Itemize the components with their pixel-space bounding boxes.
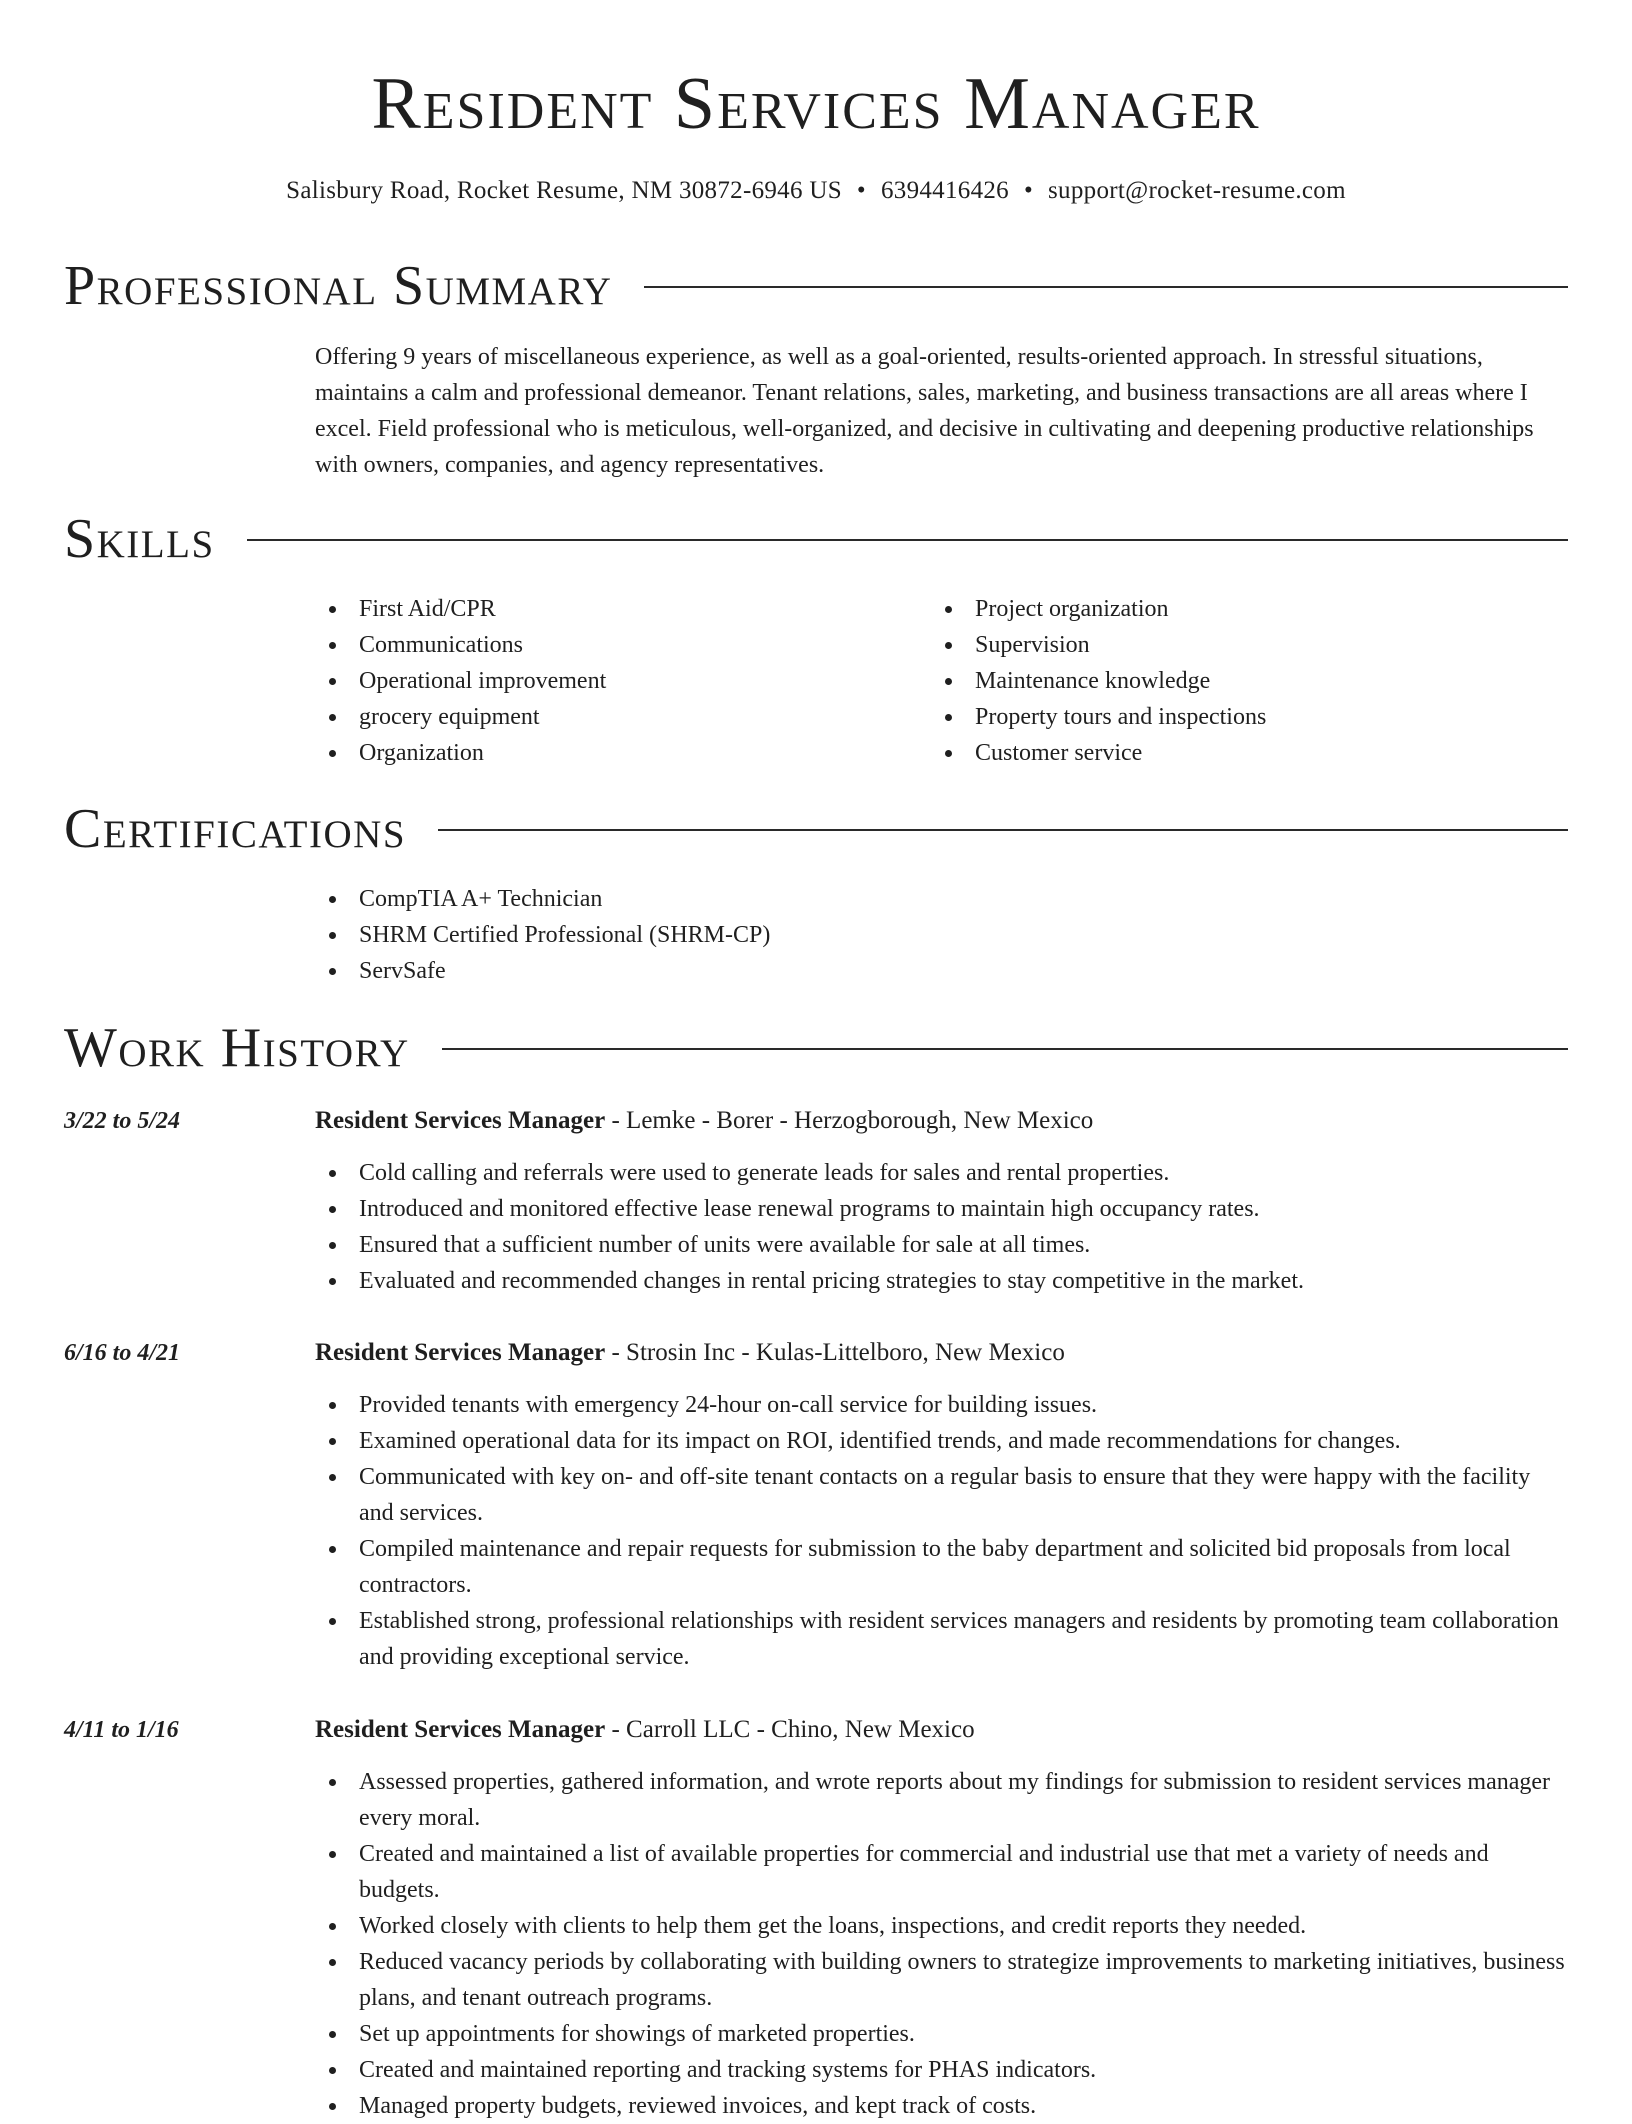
job-bullets <box>315 1764 1568 2124</box>
job-title: Resident Services Manager <box>315 1339 606 1366</box>
job-dates: 3/22 to 5/24 <box>64 1108 181 1134</box>
job-title-line <box>315 1712 975 1748</box>
skill-item: grocery equipment <box>315 699 915 735</box>
resume-name: Resident Services Manager <box>371 63 1261 145</box>
section-divider <box>644 286 1568 288</box>
job-bullet: Ensured that a sufficient number of units were available for sale at all times. <box>315 1227 1568 1263</box>
job-bullets <box>315 1155 1568 1299</box>
section-title: Professional Summary <box>64 255 613 317</box>
certifications-list <box>315 881 1315 989</box>
job-title-line <box>315 1335 1065 1371</box>
skill-item: Maintenance knowledge <box>931 663 1531 699</box>
skill-item: Operational improvement <box>315 663 915 699</box>
contact-address: Salisbury Road, Rocket Resume, NM 30872-6946 US <box>286 177 842 204</box>
job-company: - Lemke - Borer - Herzogborough, New Mexico <box>605 1107 1094 1134</box>
skill-item: Project organization <box>931 591 1531 627</box>
job-title: Resident Services Manager <box>315 1107 606 1134</box>
section-header-summary <box>64 251 1568 321</box>
section-title: Certifications <box>64 798 407 860</box>
contact-phone: 6394416426 <box>880 177 1009 204</box>
certification-item: SHRM Certified Professional (SHRM-CP) <box>315 917 1315 953</box>
job-bullet: Established strong, professional relationships with resident services managers and residents by promoting team collaboration and providing exceptional service. <box>315 1603 1568 1675</box>
job-company: - Strosin Inc - Kulas-Littelboro, New Mexico <box>605 1339 1065 1366</box>
job-dates: 6/16 to 4/21 <box>64 1340 181 1366</box>
job-bullet: Managed property budgets, reviewed invoices, and kept track of costs. <box>315 2088 1568 2124</box>
section-divider <box>438 829 1568 831</box>
job-bullet: Assessed properties, gathered information, and wrote reports about my findings for submission to resident services manager every moral. <box>315 1764 1568 1836</box>
job-bullet: Reduced vacancy periods by collaborating with building owners to strategize improvements to marketing initiatives, business plans, and tenant outreach programs. <box>315 1944 1568 2016</box>
section-header-certifications <box>64 794 1568 864</box>
certification-item: ServSafe <box>315 953 1315 989</box>
skills-list-left <box>315 591 915 771</box>
job-title: Resident Services Manager <box>315 1716 606 1743</box>
contact-separator: • <box>856 177 866 204</box>
skill-item: Supervision <box>931 627 1531 663</box>
section-header-skills <box>64 504 1568 574</box>
contact-separator: • <box>1023 177 1034 204</box>
job-bullet: Examined operational data for its impact on ROI, identified trends, and made recommendations for changes. <box>315 1423 1568 1459</box>
section-header-work-history <box>64 1013 1568 1083</box>
section-title: Skills <box>64 508 215 570</box>
job-bullets <box>315 1387 1568 1675</box>
job-bullet: Communicated with key on- and off-site tenant contacts on a regular basis to ensure that they were happy with the facility and services. <box>315 1459 1568 1531</box>
job-bullet: Created and maintained a list of available properties for commercial and industrial use that met a variety of needs and budgets. <box>315 1836 1568 1908</box>
job-dates: 4/11 to 1/16 <box>64 1717 179 1743</box>
job-bullet: Evaluated and recommended changes in rental pricing strategies to stay competitive in the market. <box>315 1263 1568 1299</box>
contact-line <box>0 174 1632 208</box>
job-bullet: Provided tenants with emergency 24-hour on-call service for building issues. <box>315 1387 1568 1423</box>
certification-item: CompTIA A+ Technician <box>315 881 1315 917</box>
skill-item: Customer service <box>931 735 1531 771</box>
section-title: Work History <box>64 1017 410 1079</box>
skill-item: First Aid/CPR <box>315 591 915 627</box>
job-bullet: Worked closely with clients to help them get the loans, inspections, and credit reports they needed. <box>315 1908 1568 1944</box>
skill-item: Property tours and inspections <box>931 699 1531 735</box>
job-bullet: Created and maintained reporting and tracking systems for PHAS indicators. <box>315 2052 1568 2088</box>
skills-list-right <box>931 591 1531 771</box>
skill-item: Communications <box>315 627 915 663</box>
job-bullet: Set up appointments for showings of marketed properties. <box>315 2016 1568 2052</box>
summary-text: Offering 9 years of miscellaneous experience, as well as a goal-oriented, results-oriented approach. In stressful situations, maintains a calm and professional demeanor. Tenant relations, sales, marketing, and business transactions are all areas where I excel. Field professional who is meticulous, well-organized, and decisive in cultivating and deepening productive relationships with owners, companies, and agency representatives. <box>315 344 1534 478</box>
section-divider <box>442 1048 1568 1050</box>
job-bullet: Cold calling and referrals were used to generate leads for sales and rental properties. <box>315 1155 1568 1191</box>
contact-email: support@rocket-resume.com <box>1048 177 1346 204</box>
job-title-line <box>315 1103 1093 1139</box>
skill-item: Organization <box>315 735 915 771</box>
section-divider <box>247 539 1568 541</box>
job-bullet: Compiled maintenance and repair requests for submission to the baby department and solicited bid proposals from local contractors. <box>315 1531 1568 1603</box>
job-bullet: Introduced and monitored effective lease renewal programs to maintain high occupancy rates. <box>315 1191 1568 1227</box>
job-company: - Carroll LLC - Chino, New Mexico <box>605 1716 975 1743</box>
